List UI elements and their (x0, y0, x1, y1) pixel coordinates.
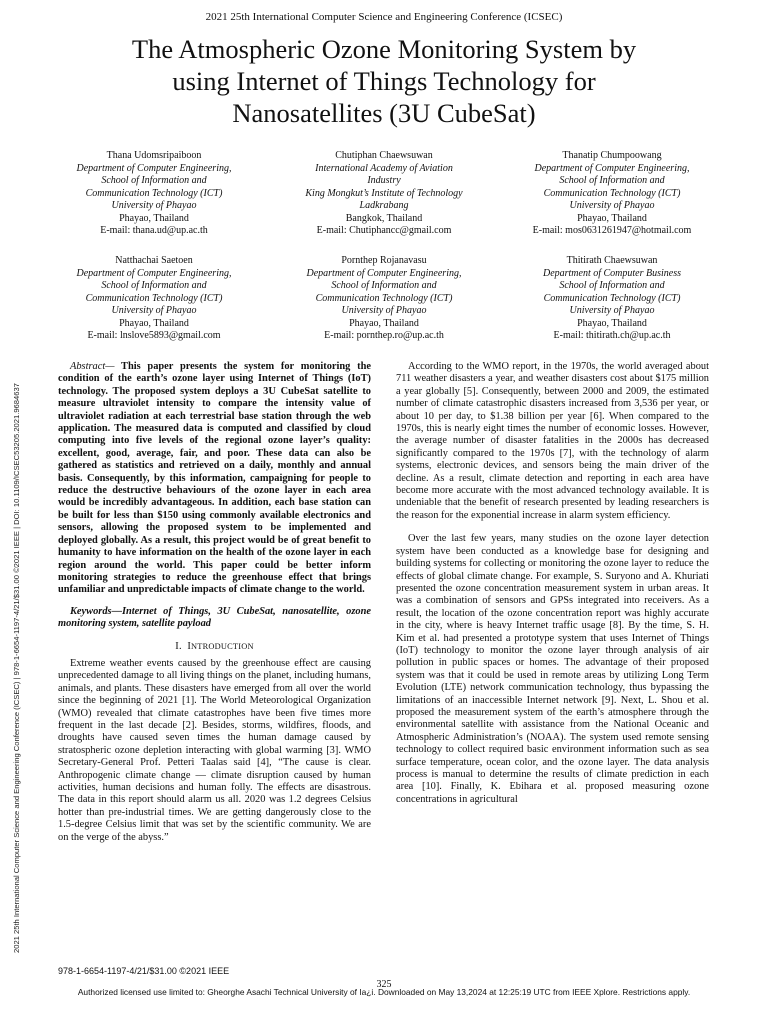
conference-header: 2021 25th International Computer Science and Engineering Conference (ICSEC) (205, 11, 563, 23)
body-paragraph: Over the last few years, many studies on the ozone layer detection system have been conducted as a knowledge base for designing and building systems for collecting or monitoring the ozone layer to reduce the effects of global climate change. For example, S. Suryono and A. Khuriati presented the ozone concentration measurement system in urban areas. It was a combination of sensors and GPSs integrated into receivers. As a result, the location of the ozone concentration report was highly accurate in the city, where is heavy Internet traffic usage [8]. By the time, S. H. Kim et al. had presented a prototype system that uses Internet of Things (IoT) technology to monitor the ozone layer through analysis of air pollution in public spaces or homes. The advantage of their proposed system was that it could be used in remote areas by utilizing Long Term Evolution (LTE) network communication technology, thus bypassing the limitations of an inaccessible Internet network [9]. Next, L. Shou et al. proposed the measurement system of the earth’s atmosphere through the environmental satellite with assistance from the National Oceanic and Atmospheric Administration’s (NOAA). The system used remote sensing technology to collect required basic environment information such as sea surface temperature, ocean color, and the ozone layer. The data analysis process is manual to determine the results of climate prediction in each area [10]. Finally, K. Ebihara et al. proposed measuring ozone concentrations in agricultural (396, 533, 709, 805)
title-line: using Internet of Things Technology for (172, 66, 596, 96)
abstract-lead: Abstract— (70, 361, 115, 372)
author-block (269, 150, 499, 238)
right-column (396, 361, 709, 806)
author-affiliation: University of Phayao (111, 200, 197, 211)
author-affiliation: Department of Computer Engineering, (306, 267, 462, 279)
author-affiliation: School of Information and (559, 280, 665, 291)
title-line: The Atmospheric Ozone Monitoring System by (131, 34, 637, 64)
title-line: Nanosatellites (3U CubeSat) (232, 98, 536, 128)
author-affiliation: School of Information and (101, 280, 207, 291)
isbn-footer: 978-1-6654-1197-4/21/$31.00 ©2021 IEEE (58, 966, 230, 976)
body-paragraph: Extreme weather events caused by the greenhouse effect are causing unprecedented damage to all living things on the planet, including humans, animals, and plants. These disasters have emerged from all over the world since the beginning of 2021 [1]. The World Meteorological Organization (WMO) revealed that climate catastrophes have been five times more frequent in the last decade [2]. Besides, storms, wildfires, floods, and droughts have caused seven times the human damage caused by stratospheric ozone depletion interacting with global warming [3]. WMO Secretary-General Prof. Petteri Taalas said [4], “The cause is clear. Anthropogenic climate change — climate disruption caused by human activities, human decisions and human folly. The effects are disastrous. The data in this report should alarm us all. 2020 was 1.2 degrees Celsius hotter than pre-industrial times. We are getting dangerously close to the 1.5-degree Celsius limit that was set by the scientific community. We are on the verge of the abyss.” (58, 657, 371, 843)
author-email: E-mail: thitirath.ch@up.ac.th (553, 330, 671, 341)
author-affiliation: University of Phayao (111, 305, 197, 316)
author-affiliation: Communication Technology (ICT) (543, 187, 681, 199)
author-affiliation: Communication Technology (ICT) (85, 292, 223, 304)
author-block (497, 150, 727, 238)
author-name: Thanatip Chumpoowang (562, 150, 662, 161)
author-affiliation: School of Information and (559, 175, 665, 186)
author-affiliation: Department of Computer Engineering, (534, 162, 690, 174)
license-notice: Authorized licensed use limited to: Gheorghe Asachi Technical University of Ia¿i. Downloaded on May 13,2024 at 12:25:19 UTC from IEEE Xplore. Restrictions apply. (77, 987, 691, 997)
section-number: I. (175, 640, 182, 652)
page-number: 325 (376, 979, 392, 990)
paper-title (60, 33, 708, 129)
section-heading (58, 641, 371, 653)
author-name: Natthachai Saetoen (115, 255, 193, 266)
abstract (58, 361, 371, 597)
abstract-text: This paper presents the system for monitoring the condition of the earth’s ozone layer using Internet of Things (IoT) technology. The proposed system deploys a 3U CubeSat satellite to measure ultraviolet intensity to compare the intensity value of ultraviolet radiation at each terrestrial base station through the web application. The measured data is computed and classified by cloud computing into five levels of the regional ozone layer’s quality: excellent, good, average, fair, and poor. These data can also be gathered as statistics and retrieved on a daily, monthly and annual basis. Consequently, by this information, campaigning for people to reduce the destructive behaviours of the ozone layer in each area would be incredibly advantageous. In addition, each base station can be built for less than $150 using commonly available electronics and sensors, allowing the proposed system to be implemented and deployed globally. As a result, this project would be of great benefit to humanity to have information on the health of the ozone layer in each region around the world. This paper could be better inform monitoring strategies to reduce the greenhouse effect that brings unfamiliar and unpredictable impacts of climate change to the world. (58, 361, 371, 596)
author-affiliation: Department of Computer Engineering, (76, 162, 232, 174)
author-email: E-mail: pornthep.ro@up.ac.th (324, 330, 444, 341)
author-name: Pornthep Rojanavasu (341, 255, 427, 266)
author-location: Phayao, Thailand (577, 317, 647, 329)
doi-sidebar: 2021 25th International Computer Science and Engineering Conference (ICSEC) | 978-1-6654-1197-4/21/$31.00 ©2021 IEEE | DOI: 10.1109/ICSEC53205.2021.9684637 (12, 383, 21, 953)
section-title-initial: I (187, 640, 192, 652)
author-name: Chutiphan Chaewsuwan (335, 150, 433, 161)
author-affiliation: University of Phayao (569, 200, 655, 211)
author-affiliation: King Mongkut’s Institute of Technology (305, 187, 463, 199)
author-block (497, 255, 727, 343)
author-block (39, 150, 269, 238)
author-name: Thana Udomsripaiboon (106, 150, 202, 161)
author-email: E-mail: Chutiphancc@gmail.com (316, 225, 452, 236)
author-affiliation: Communication Technology (ICT) (543, 292, 681, 304)
author-block (39, 255, 269, 343)
author-affiliation: Communication Technology (ICT) (315, 292, 453, 304)
author-affiliation: Industry (367, 175, 401, 186)
keywords: Keywords—Internet of Things, 3U CubeSat, nanosatellite, ozone monitoring system, satellite payload (58, 605, 371, 630)
author-location: Phayao, Thailand (349, 317, 419, 329)
author-email: E-mail: thana.ud@up.ac.th (100, 225, 208, 236)
author-affiliation: Communication Technology (ICT) (85, 187, 223, 199)
author-affiliation: Ladkrabang (359, 200, 409, 211)
author-email: E-mail: lnslove5893@gmail.com (87, 330, 221, 341)
author-email: E-mail: mos0631261947@hotmail.com (532, 225, 692, 236)
author-affiliation: University of Phayao (569, 305, 655, 316)
author-location: Phayao, Thailand (577, 212, 647, 224)
author-name: Thitirath Chaewsuwan (566, 255, 658, 266)
author-location: Phayao, Thailand (119, 317, 189, 329)
author-affiliation: International Academy of Aviation (315, 162, 453, 174)
body-paragraph: According to the WMO report, in the 1970s, the world averaged about 711 weather disasters a year, and weather disasters cost about $175 million a year globally [5]. Consequently, between 2000 and 2009, the estimated number of climate catastrophic disasters increased from 3,536 per year, or about 10 per day, to $1.38 billion per year [6]. When compared to the 1970s, this is nearly eight times the number of economic losses. However, the average number of disaster fatalities in the 2000s has decreased significantly compared to the 1970s [7], with the technology of alarm systems, electronic devices, and sensors being the main driver of the decline. As a result, climate detection and reporting in each area have become more accurate with the most advanced technology available. It is undeniable that the benefit of research presented by leading researchers is the reason for the exponential increase in alarm system efficiency. (396, 361, 709, 521)
left-column (58, 361, 371, 844)
author-affiliation: Department of Computer Business (542, 267, 682, 279)
author-affiliation: School of Information and (331, 280, 437, 291)
author-location: Bangkok, Thailand (345, 212, 423, 224)
author-affiliation: Department of Computer Engineering, (76, 267, 232, 279)
author-affiliation: University of Phayao (341, 305, 427, 316)
section-title-rest: NTRODUCTION (191, 641, 254, 651)
author-block (269, 255, 499, 343)
author-location: Phayao, Thailand (119, 212, 189, 224)
author-affiliation: School of Information and (101, 175, 207, 186)
